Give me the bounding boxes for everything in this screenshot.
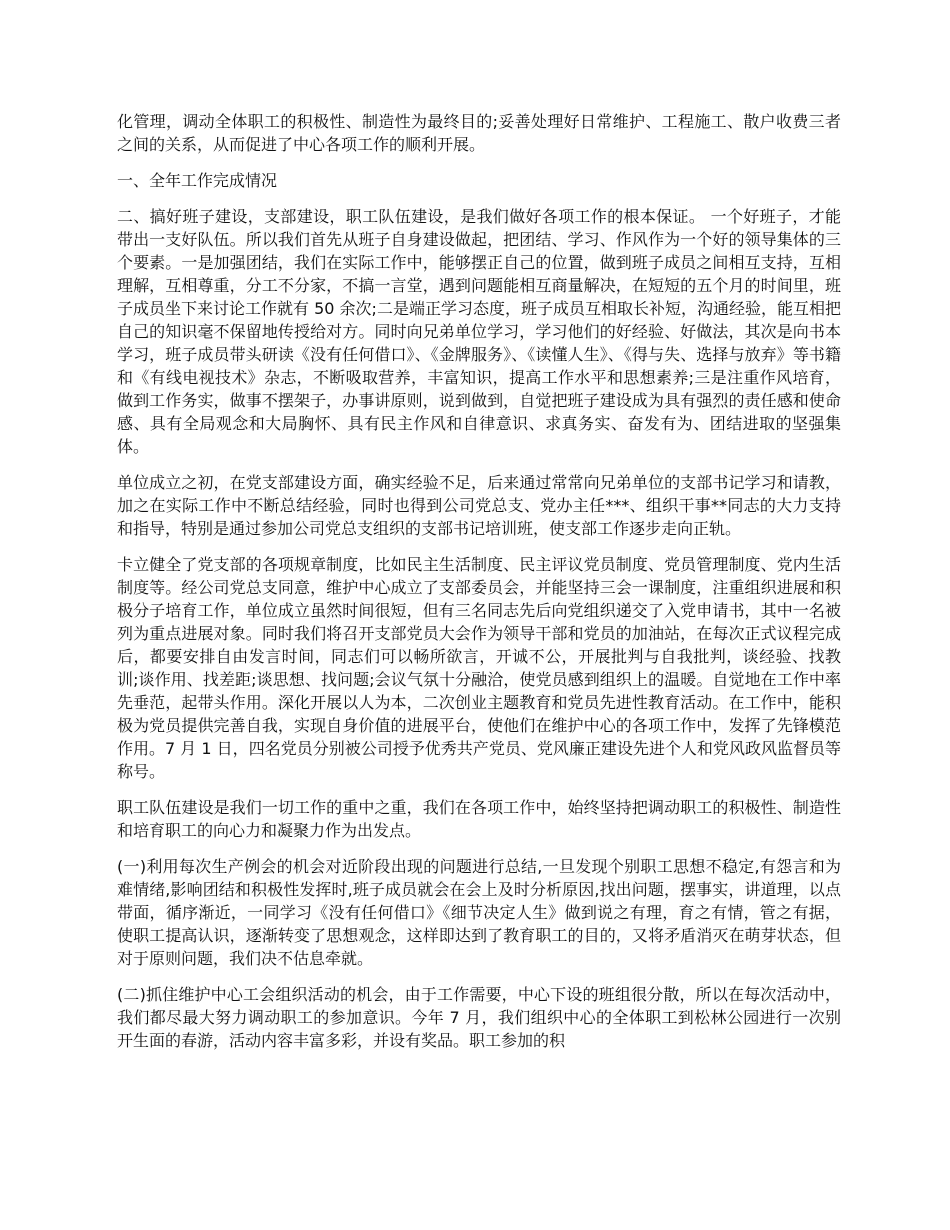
paragraph-staff-building: 职工队伍建设是我们一切工作的重中之重，我们在各项工作中，始终坚持把调动职工的积极性、制造性和培育职工的向心力和凝聚力作为出发点。 [117,798,841,840]
section-heading-annual-work: 一、全年工作完成情况 [117,171,278,190]
paragraph-team-building: 二、搞好班子建设，支部建设，职工队伍建设，是我们做好各项工作的根本保证。 一个好班子，才能带出一支好队伍。所以我们首先从班子自身建设做起，把团结、学习、作风作为一个好的领导集体的三个要素。一是加强团结，我们在实际工作中，能够摆正自己的位置，做到班子成员之间相互支持，互相理解，互相尊重，分工不分家，不搞一言堂，遇到问题能相互商量解决，在短短的五个月的时间里，班子成员坐下来讨论工作就有 50 余次;二是端正学习态度，班子成员互相取长补短，沟通经验，能互相把自己的知识毫不保留地传授给对方。同时向兄弟单位学习，学习他们的好经验、好做法，其次是向书本学习，班子成员带头研读《没有任何借口》、《金牌服务》、《读懂人生》、《得与失、选择与放弃》等书籍和《有线电视技术》杂志，不断吸取营养，丰富知识，提高工作水平和思想素养;三是注重作风培育，做到工作务实，做事不摆架子，办事讲原则，说到做到，自觉把班子建设成为具有强烈的责任感和使命感、具有全局观念和大局胸怀、具有民主作风和自律意识、求真务实、奋发有为、团结进取的坚强集体。 [117,207,841,456]
paragraph-intro-continuation: 化管理，调动全体职工的积极性、制造性为最终目的;妥善处理好日常维护、工程施工、散户收费三者之间的关系，从而促进了中心各项工作的顺利开展。 [117,112,841,154]
paragraph-party-branch-start: 单位成立之初，在党支部建设方面，确实经验不足，后来通过常常向兄弟单位的支部书记学习和请教，加之在实际工作中不断总结经验，同时也得到公司党总支、党办主任***、组织干事**同志的大力支持和指导，特别是通过参加公司党总支组织的支部书记培训班，使支部工作逐步走向正轨。 [117,473,841,538]
paragraph-party-branch-rules: 卡立健全了党支部的各项规章制度，比如民主生活制度、民主评议党员制度、党员管理制度、党内生活制度等。经公司党总支同意，维护中心成立了支部委员会，并能坚持三会一课制度，注重组织进展和积极分子培育工作，单位成立虽然时间很短，但有三名同志先后向党组织递交了入党申请书，其中一名被列为重点进展对象。同时我们将召开支部党员大会作为领导干部和党员的加油站，在每次正式议程完成后，都要安排自由发言时间，同志们可以畅所欲言，开诚不公，开展批判与自我批判，谈经验、找教训;谈作用、找差距;谈思想、找问题;会议气氛十分融洽，使党员感到组织上的温暖。自觉地在工作中率先垂范，起带头作用。深化开展以人为本，二次创业主题教育和党员先进性教育活动。在工作中，能积极为党员提供完善自我，实现自身价值的进展平台，使他们在维护中心的各项工作中，发挥了先锋模范作用。7 月 1 日，四名党员分别被公司授予优秀共产党员、党风廉正建设先进个人和党风政风监督员等称号。 [117,555,841,781]
paragraph-union-activities: (二)抓住维护中心工会组织活动的机会，由于工作需要，中心下设的班组很分散，所以在每次活动中，我们都尽最大努力调动职工的参加意识。今年 7 月，我们组织中心的全体职工到松林公园进行一次别开生面的春游，活动内容丰富多彩，并设有奖品。职工参加的积 [117,985,841,1050]
paragraph-production-meetings: (一)利用每次生产例会的机会对近阶段出现的问题进行总结,一旦发现个别职工思想不稳定,有怨言和为难情绪,影响团结和积极性发挥时,班子成员就会在会上及时分析原因,找出问题，摆事实，讲道理，以点带面，循序渐近，一同学习《没有任何借口》《细节决定人生》做到说之有理，育之有情，管之有据，使职工提高认识，逐渐转变了思想观念，这样即达到了教育职工的目的，又将矛盾消灭在萌芽状态，但对于原则问题，我们决不估息牵就。 [117,857,841,968]
document-page [117,110,841,1065]
